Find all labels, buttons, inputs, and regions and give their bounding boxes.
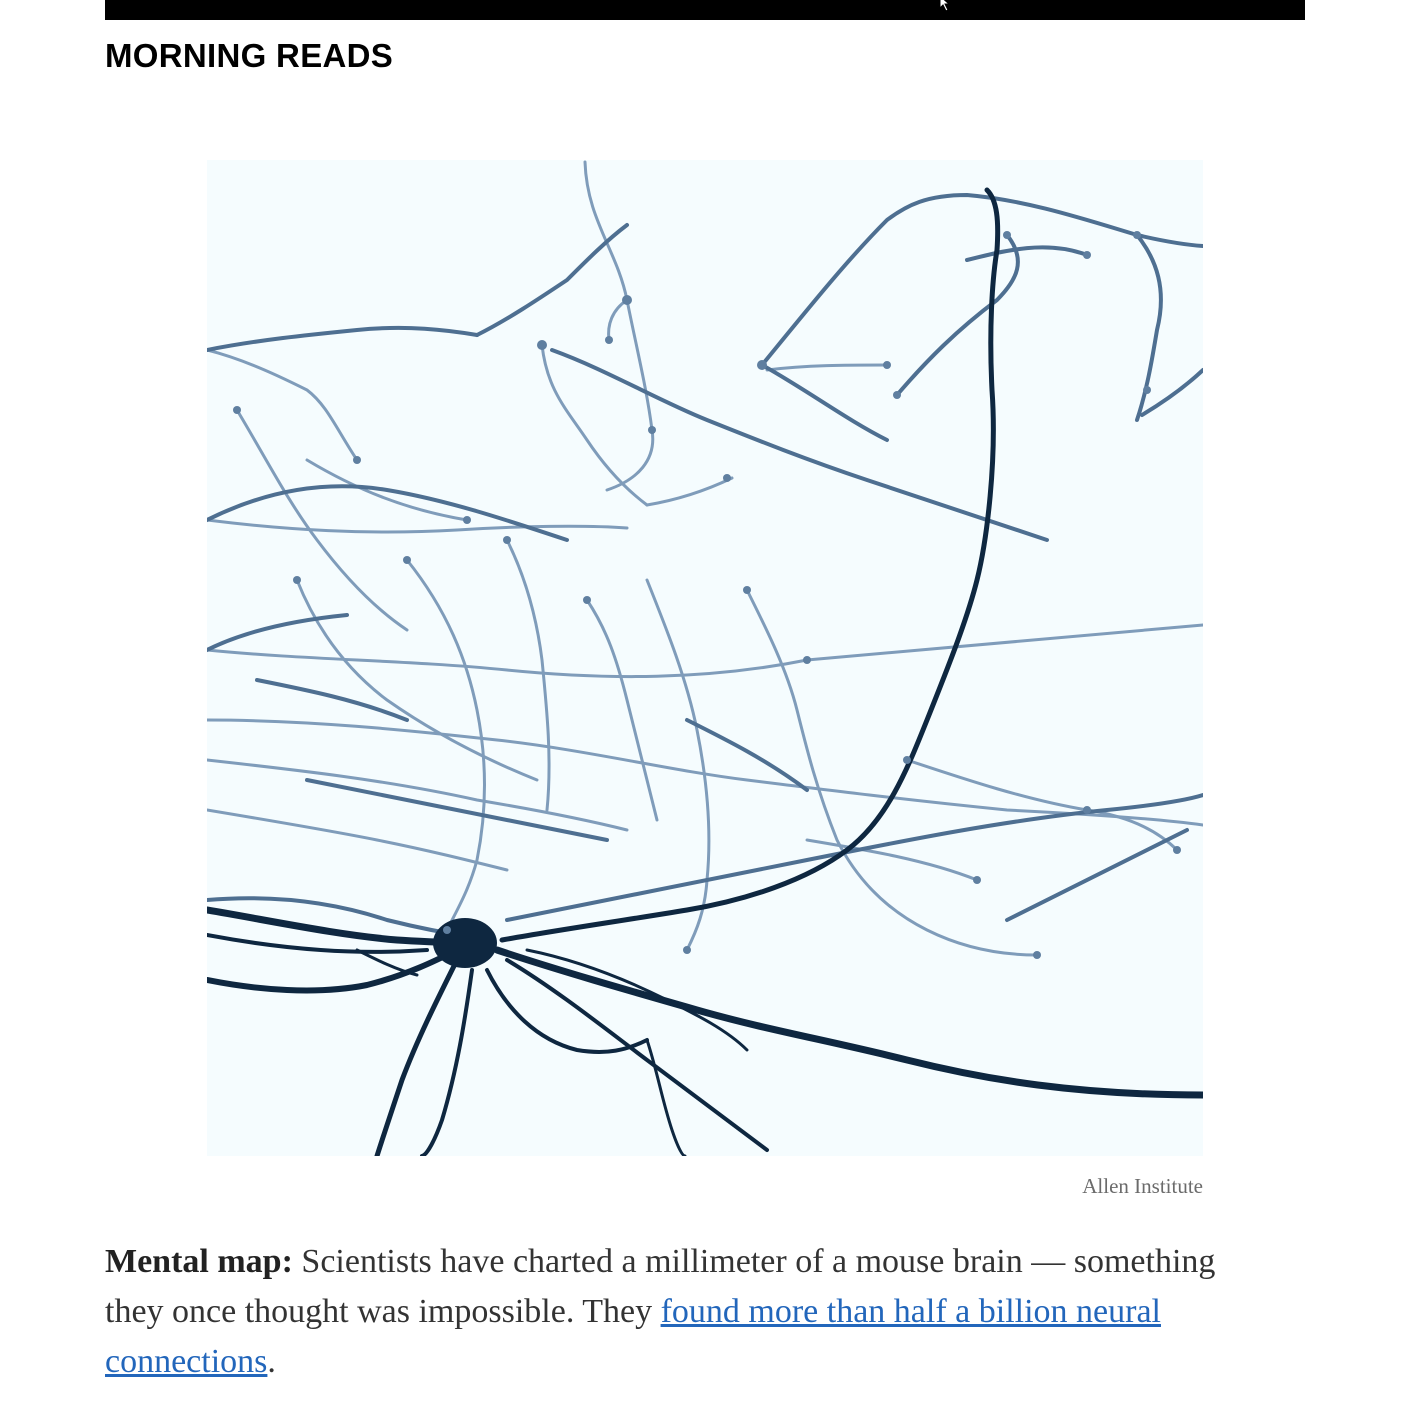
story-text-end: . xyxy=(267,1343,276,1380)
story-paragraph xyxy=(105,1237,1255,1387)
story-link[interactable]: found more than half a billion neural connections xyxy=(105,1293,1161,1380)
image-credit: Allen Institute xyxy=(1082,1174,1203,1198)
mouse-cursor-icon xyxy=(938,0,956,12)
top-bar xyxy=(105,0,1305,20)
section-heading: MORNING READS xyxy=(105,37,394,74)
neuron-illustration xyxy=(207,160,1203,1156)
story-lead: Mental map: xyxy=(105,1243,293,1280)
story-text: Scientists have charted a millimeter of a mouse brain — something they once thought was impossible. They xyxy=(105,1243,1216,1330)
neuron-image xyxy=(207,160,1203,1156)
